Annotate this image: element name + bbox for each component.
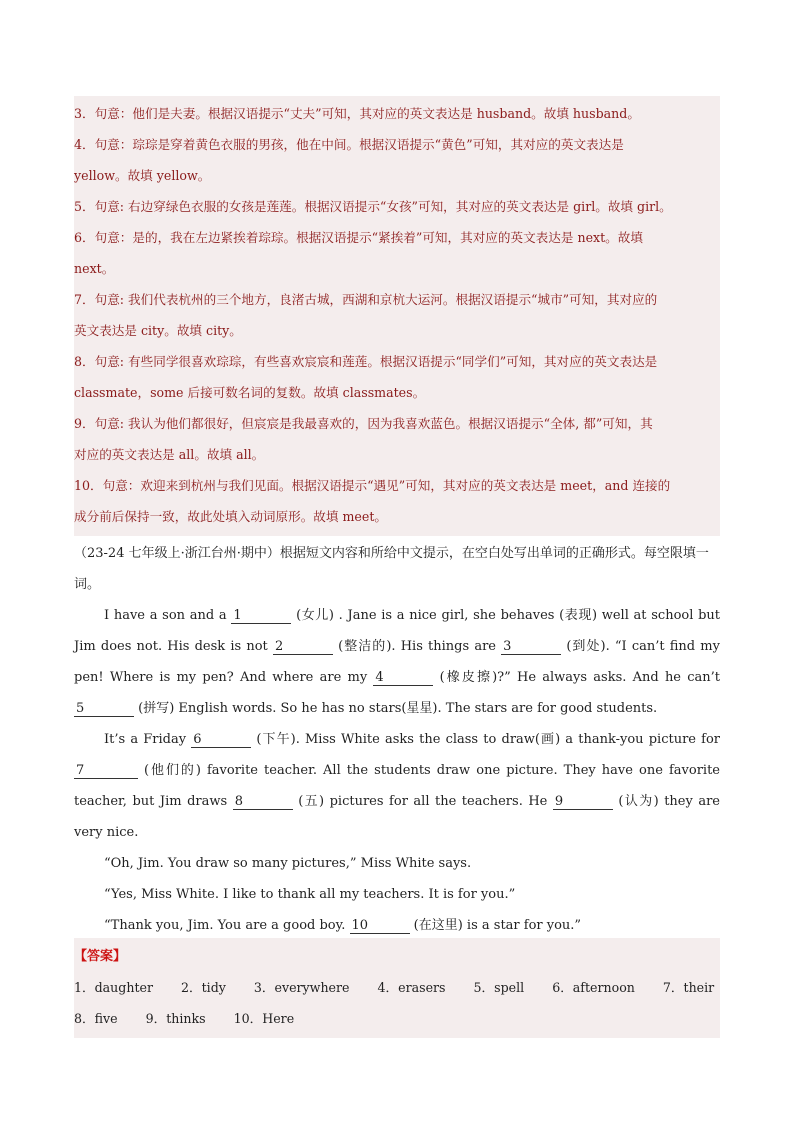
blank-8: 8 bbox=[233, 794, 293, 810]
passage-text: (下午). Miss White asks the class to draw(画) a thank-you picture for bbox=[251, 732, 720, 747]
explanation-line: 3．句意：他们是夫妻。根据汉语提示“丈夫”可知，其对应的英文表达是 husband。故填 husband。 bbox=[74, 106, 640, 121]
explanation-line: 7．句意: 我们代表杭州的三个地方，良渚古城，西湖和京杭大运河。根据汉语提示“城市”可知，其对应的 bbox=[74, 292, 658, 307]
explanation-line: next。 bbox=[74, 261, 115, 276]
explanation-line: 4．句意：琮琮是穿着黄色衣服的男孩，他在中间。根据汉语提示“黄色”可知，其对应的英文表达是 bbox=[74, 137, 624, 152]
passage-text: (认为) they are very nice. bbox=[74, 794, 720, 840]
passage-text: (女儿) . Jane is a nice girl, she behaves (表现) well at school but Jim does not. His desk is not bbox=[74, 608, 721, 654]
answer-row-2 bbox=[74, 1003, 720, 1034]
answer-item: 8．five bbox=[74, 1011, 118, 1026]
passage-text: (五) pictures for all the teachers. He bbox=[292, 794, 553, 809]
explanation-line: 英文表达是 city。故填 city。 bbox=[74, 323, 242, 338]
blank-6: 6 bbox=[191, 732, 251, 748]
question-instructions: （23-24 七年级上·浙江台州·期中）根据短文内容和所给中文提示，在空白处写出单词的正确形式。每空限填一词。 bbox=[74, 546, 709, 592]
passage-text: I have a son and a bbox=[104, 608, 232, 623]
explanation-line: classmate，some 后接可数名词的复数。故填 classmates。 bbox=[74, 385, 426, 400]
passage-paragraph-3: “Oh, Jim. You draw so many pictures,” Miss White says. bbox=[104, 856, 472, 871]
answer-row-1 bbox=[74, 972, 720, 1003]
passage-text: (他们的) favorite teacher. All the students draw one picture. They have one favorite teacher, but Jim draws bbox=[74, 763, 720, 809]
answer-item: 4．erasers bbox=[377, 980, 446, 995]
blank-2: 2 bbox=[273, 639, 333, 655]
passage-text: (到处). “I can’t find my pen! Where is my pen? And where are my bbox=[74, 639, 720, 685]
answer-header: 【答案】 bbox=[74, 949, 127, 964]
passage-text: (橡皮擦)?” He always asks. And he can’t bbox=[433, 670, 720, 685]
answer-item: 10．Here bbox=[233, 1011, 295, 1026]
answer-item: 5．spell bbox=[473, 980, 525, 995]
explanation-line: yellow。故填 yellow。 bbox=[74, 168, 211, 183]
blank-3: 3 bbox=[501, 639, 561, 655]
passage-text: (在这里) is a star for you.” bbox=[409, 918, 582, 933]
explanation-line: 8．句意: 有些同学很喜欢琮琮，有些喜欢宸宸和莲莲。根据汉语提示“同学们”可知，其对应的英文表达是 bbox=[74, 354, 658, 369]
explanation-line: 10．句意：欢迎来到杭州与我们见面。根据汉语提示“遇见”可知，其对应的英文表达是 meet，and 连接的 bbox=[74, 478, 671, 493]
cloze-question bbox=[74, 538, 720, 941]
passage-text: It’s a Friday bbox=[104, 732, 192, 747]
passage-paragraph-4: “Yes, Miss White. I like to thank all my teachers. It is for you.” bbox=[104, 887, 516, 902]
answer-item: 7．their bbox=[662, 980, 715, 995]
explanation-line: 6．句意：是的，我在左边紧挨着琮琮。根据汉语提示“紧挨着”可知，其对应的英文表达是 next。故填 bbox=[74, 230, 643, 245]
blank-10: 10 bbox=[350, 918, 410, 934]
passage-paragraph-2 bbox=[74, 724, 720, 848]
blank-1: 1 bbox=[231, 608, 291, 624]
explanation-block bbox=[74, 96, 720, 536]
explanation-line: 9．句意: 我认为他们都很好，但宸宸是我最喜欢的，因为我喜欢蓝色。根据汉语提示“全体, 都”可知，其 bbox=[74, 416, 653, 431]
blank-7: 7 bbox=[74, 763, 138, 779]
passage-text: “Thank you, Jim. You are a good boy. bbox=[104, 918, 350, 933]
blank-4: 4 bbox=[373, 670, 433, 686]
answer-item: 9．thinks bbox=[145, 1011, 206, 1026]
passage-text: (拼写) English words. So he has no stars(星星). The stars are for good students. bbox=[134, 701, 658, 716]
passage-paragraph-1 bbox=[74, 600, 720, 724]
passage-paragraph-5 bbox=[74, 910, 720, 941]
answer-item: 2．tidy bbox=[181, 980, 226, 995]
blank-9: 9 bbox=[553, 794, 613, 810]
passage-text: (整洁的). His things are bbox=[332, 639, 502, 654]
answer-block bbox=[74, 938, 720, 1038]
answer-item: 6．afternoon bbox=[552, 980, 635, 995]
explanation-line: 5．句意: 右边穿绿色衣服的女孩是莲莲。根据汉语提示“女孩”可知，其对应的英文表达是 girl。故填 girl。 bbox=[74, 199, 672, 214]
answer-item: 1．daughter bbox=[74, 980, 153, 995]
answer-item: 3．everywhere bbox=[253, 980, 350, 995]
blank-5: 5 bbox=[74, 701, 134, 717]
explanation-line: 成分前后保持一致，故此处填入动词原形。故填 meet。 bbox=[74, 509, 387, 524]
explanation-line: 对应的英文表达是 all。故填 all。 bbox=[74, 447, 265, 462]
